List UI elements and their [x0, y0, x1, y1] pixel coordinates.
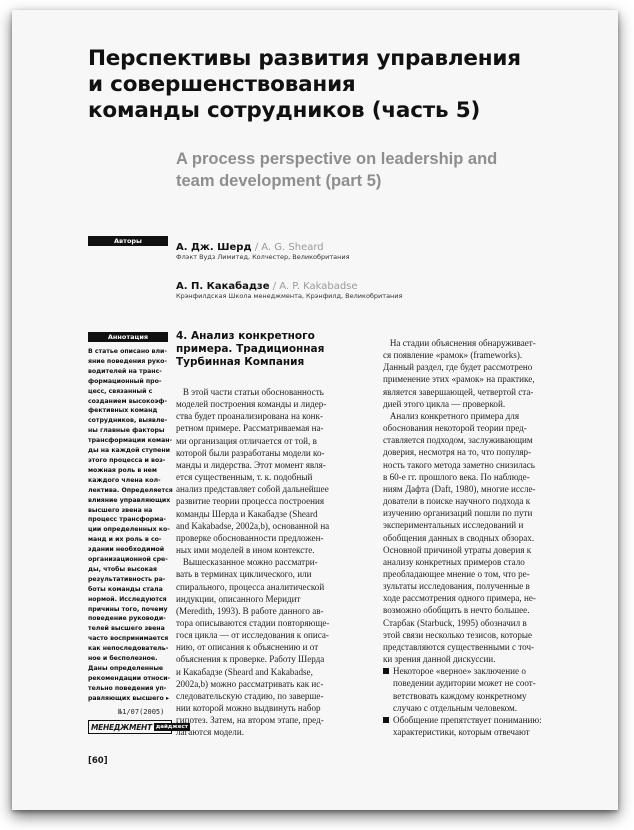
- body-line: является завершающей, четвертой ста-: [383, 386, 534, 397]
- abstract-line: организационной сре-: [88, 556, 168, 564]
- body-line: в 60-е гг. прошлого века. По наблюде-: [383, 471, 530, 482]
- abstract-line: рекомендации относи-: [88, 674, 171, 682]
- body-line: ниям Дафта (Daft, 1980), многие иссле-: [383, 483, 536, 494]
- abstract-line: фективных команд: [88, 407, 158, 415]
- body-line: гося цикла — от исследования к описа-: [176, 630, 329, 641]
- bullet-line: поведении аудитории может не соот-: [393, 678, 536, 689]
- body-line: дией этого цикла — проверкой.: [383, 398, 506, 409]
- author-name: А. П. Какабадзе: [176, 281, 270, 292]
- body-line: ность такого метода заметно снизилась: [383, 459, 535, 470]
- body-line: 2002a,b) можно рассматривать как ис-: [176, 678, 324, 689]
- body-line: дователи в поиске научного подхода к: [383, 496, 531, 507]
- abstract-line: поведение руководи-: [88, 615, 166, 623]
- body-line: Анализ конкретного примера для: [383, 410, 519, 421]
- body-line: развитие теории процесса построения: [176, 496, 325, 507]
- body-line: ми организация отличается от той, в: [176, 435, 317, 446]
- body-line: обобщения данных в сводных обзорах.: [383, 532, 535, 543]
- abstract-line: ды, чтобы высокая: [88, 565, 158, 573]
- body-column-right: [383, 337, 583, 738]
- bullet-square-icon: [383, 668, 389, 674]
- body-line: Основной причиной утраты доверия к: [383, 544, 532, 555]
- abstract-line: этого процесса и воз-: [88, 456, 166, 464]
- title-en-line: team development (part 5): [176, 172, 382, 190]
- body-line: ходе рассмотрения одного примера, не-: [383, 593, 536, 604]
- abstract-label: Аннотация: [88, 332, 168, 342]
- body-line: следовательскую стадию, по заверше-: [176, 690, 324, 701]
- body-line: ных ими моделей в ином контексте.: [176, 545, 315, 556]
- abstract-line: каждого члена кол-: [88, 476, 161, 484]
- abstract-line: созданием высокоэф-: [88, 397, 167, 405]
- body-line: проверке обоснованности предложен-: [176, 532, 324, 543]
- article-title-russian: [88, 46, 588, 124]
- abstract-line: манд и их роль в со-: [88, 536, 162, 544]
- bullet-line: Обобщение препятствует пониманию:: [393, 714, 542, 725]
- body-line: анализ представляет собой дальнейшее: [176, 484, 329, 495]
- body-line: ства будет проанализирована на конк-: [176, 411, 323, 422]
- authors-label: Авторы: [88, 236, 168, 246]
- abstract-line: здании необходимой: [88, 546, 165, 554]
- bullet-square-icon: [383, 717, 389, 723]
- page-number: [60]: [88, 756, 108, 766]
- abstract-line: ции определенных ко-: [88, 526, 170, 534]
- abstract-line: В статье описано вли-: [88, 348, 167, 355]
- body-line: гипотез. Затем, на втором этапе, пред-: [176, 715, 324, 726]
- abstract-line: ны главные факторы: [88, 427, 165, 435]
- journal-logo: [88, 720, 188, 734]
- abstract-line: трансформации коман-: [88, 437, 173, 445]
- author-affiliation: Флэкт Вудз Лимитед, Колчестер, Великобритания: [176, 253, 350, 261]
- body-line: изучению организаций пошли по пути: [383, 508, 533, 519]
- title-ru-line: команды сотрудников (часть 5): [88, 98, 481, 123]
- body-line: зультаты исследования, полученные в: [383, 581, 530, 592]
- body-line: Старбак (Starbuck, 1995) обозначил в: [383, 617, 527, 628]
- body-line: ся появление «рамок» (frameworks).: [383, 350, 523, 361]
- body-line: доверия, несмотря на то, что популяр-: [383, 447, 532, 458]
- logo-main-text: МЕНЕДЖМЕНТ: [91, 722, 152, 732]
- section-heading-line: 4. Анализ конкретного: [176, 330, 315, 342]
- bullet-line: характеристики, которым отвечают: [393, 727, 530, 737]
- body-line: объяснения к проверке. Работу Шерда: [176, 654, 325, 665]
- body-line: нии которой можно выдвинуть набор: [176, 703, 321, 714]
- abstract-line: сотрудников, выявле-: [88, 417, 168, 425]
- abstract-line: процесс трансформа-: [88, 516, 166, 524]
- title-ru-line: Перспективы развития управления: [88, 46, 521, 71]
- bullet-line: случаю с отдельным человеком.: [393, 702, 518, 713]
- issue-number: №1/07(2005): [118, 708, 165, 716]
- abstract-line: часто воспринимается: [88, 635, 169, 643]
- abstract-line: причины того, почему: [88, 605, 168, 613]
- abstract-line: цесс, связанный с: [88, 387, 153, 395]
- body-line: лагаются модели.: [176, 727, 244, 738]
- abstract-text: [88, 347, 172, 704]
- body-line: экспериментальных исследований и: [383, 520, 524, 531]
- body-line: ставляется подходом, заслуживающим: [383, 435, 533, 446]
- body-line: манды и лидерства. Этот момент явля-: [176, 459, 326, 470]
- body-line: нию, от описания к объяснению и от: [176, 642, 319, 653]
- author-separator: /: [269, 281, 280, 292]
- body-line: ется существенным, т. к. подобный: [176, 472, 313, 483]
- abstract-line: как непоследователь-: [88, 645, 169, 653]
- body-line: (Meredith, 1993). В работе данного ав-: [176, 605, 324, 616]
- bullet-item: [383, 714, 583, 738]
- body-line: спирального, процесса аналитической: [176, 581, 325, 592]
- body-line: анализу конкретных примеров стало: [383, 556, 525, 567]
- body-line: и Какабадзе (Sheard and Kakabadse,: [176, 666, 313, 677]
- section-heading-line: примера. Традиционная: [176, 343, 325, 355]
- body-line: представляются существенными с точ-: [383, 641, 535, 652]
- author-latin-name: A. G. Sheard: [261, 242, 324, 253]
- body-line: вать в терминах циклического, или: [176, 569, 312, 580]
- body-line: этой связи несколько тезисов, которые: [383, 629, 533, 640]
- article-title-english: [176, 148, 596, 192]
- bullet-line: ветствовать каждому конкретному: [393, 690, 527, 701]
- body-line: применение этих «рамок» на практике,: [383, 374, 535, 385]
- body-line: тора описываются стадии повторяюще-: [176, 617, 330, 628]
- bullet-item: [383, 665, 583, 714]
- abstract-line: Даны определенные: [88, 665, 164, 672]
- author-latin-name: A. P. Kakabadse: [279, 281, 358, 292]
- body-line: преобладающее мнение о том, что ре-: [383, 568, 530, 579]
- body-line: обоснования некоторой теории пред-: [383, 423, 527, 434]
- body-line: которой были разработаны модели ко-: [176, 447, 325, 458]
- journal-page: [12, 10, 618, 810]
- body-line: команды Шерда и Какабадзе (Sheard: [176, 508, 318, 519]
- logo-sub-text: дайджест: [155, 724, 188, 730]
- body-line: моделей построения команды и лидер-: [176, 399, 327, 410]
- abstract-line: водителей на транс-: [88, 367, 162, 375]
- abstract-line: формационный про-: [88, 377, 162, 385]
- section-heading: [176, 330, 376, 369]
- body-line: and Kakabadse, 2002a,b), основанной на: [176, 520, 330, 531]
- author-name: А. Дж. Шерд: [176, 242, 252, 253]
- abstract-line: боты команды стала: [88, 585, 163, 593]
- abstract-line: можная роль в нем: [88, 466, 157, 474]
- author-separator: /: [251, 242, 262, 253]
- author-1: [176, 235, 324, 254]
- author-affiliation: Крэнфилдская Школа менеджмента, Крэнфилд, Великобритания: [176, 292, 403, 300]
- abstract-line: нормой. Исследуются: [88, 595, 167, 603]
- abstract-line: равляющих высшего ▸: [88, 694, 170, 702]
- body-line: индукции, описанного Меридит: [176, 593, 301, 604]
- body-line: ки зрения данной дискуссии.: [383, 654, 496, 665]
- body-line: В этой части статьи обоснованность: [176, 387, 324, 397]
- abstract-line: высшего звена на: [88, 506, 153, 514]
- body-line: ретном примере. Рассматриваемая на-: [176, 423, 324, 434]
- body-column-left: [176, 386, 371, 739]
- body-line: Данный раздел, где будет рассмотрено: [383, 362, 533, 373]
- body-line: Вышесказанное можно рассматри-: [176, 557, 318, 568]
- body-line: На стадии объяснения обнаруживает-: [383, 338, 536, 348]
- abstract-line: телей высшего звена: [88, 625, 165, 633]
- abstract-line: ное и бесполезное.: [88, 655, 158, 663]
- abstract-line: яние поведения руко-: [88, 357, 167, 365]
- abstract-line: ды на каждой ступени: [88, 447, 170, 455]
- title-en-line: A process perspective on leadership and: [176, 150, 498, 168]
- abstract-line: влияние управляющих: [88, 496, 171, 504]
- title-ru-line: и совершенствования: [88, 72, 356, 97]
- body-line: возможно обобщить в нечто большее.: [383, 605, 530, 616]
- abstract-line: лектива. Определяется: [88, 486, 173, 494]
- bullet-line: Некоторое «верное» заключение о: [393, 666, 526, 677]
- abstract-line: тельно поведения уп-: [88, 684, 167, 692]
- section-heading-line: Турбинная Компания: [176, 356, 305, 368]
- abstract-line: результативность ра-: [88, 575, 166, 583]
- author-2: [176, 274, 358, 293]
